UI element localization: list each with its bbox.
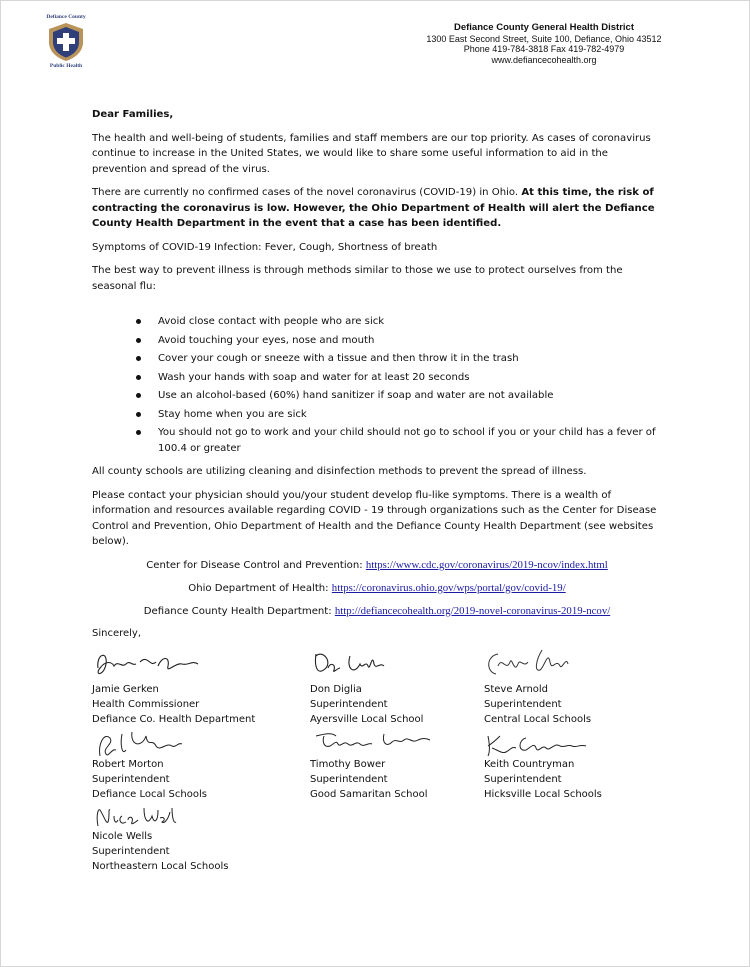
letterhead bbox=[384, 23, 704, 65]
signature-block-bower bbox=[310, 728, 428, 802]
letter-body bbox=[92, 107, 662, 627]
greeting: Dear Families, bbox=[92, 109, 174, 120]
paragraph-cleaning: All county schools are utilizing cleaning and disinfection methods to prevent the spread of illness. bbox=[92, 466, 587, 477]
symptoms-line: Symptoms of COVID-19 Infection: Fever, Cough, Shortness of breath bbox=[92, 241, 438, 253]
signatory-title: Health Commissioner bbox=[92, 699, 200, 710]
signatory-title: Superintendent bbox=[310, 699, 388, 710]
letterhead-address: 1300 East Second Street, Suite 100, Defiance, Ohio 43512 bbox=[426, 33, 662, 44]
signature-image bbox=[484, 646, 591, 682]
bullet-icon bbox=[136, 412, 141, 417]
status-bold: At this time, the risk of contracting the coronavirus is low. However, the Ohio Department of Health will alert the Defiance County Health Department in the event that a case has been identified. bbox=[92, 187, 655, 229]
signatory-org: Ayersville Local School bbox=[310, 714, 424, 725]
signature-image bbox=[310, 728, 428, 757]
signatory-title: Superintendent bbox=[484, 699, 562, 710]
bullet-icon bbox=[136, 393, 141, 398]
list-item-text: Cover your cough or sneeze with a tissue and then throw it in the trash bbox=[158, 353, 519, 364]
bullet-icon bbox=[136, 338, 141, 343]
signature-image bbox=[92, 728, 207, 757]
signatory-name: Robert Morton bbox=[92, 759, 164, 770]
signatory-title: Superintendent bbox=[484, 774, 562, 785]
signature-block-wells bbox=[92, 802, 229, 874]
signatory-org: Defiance Local Schools bbox=[92, 789, 207, 800]
bullet-icon bbox=[136, 356, 141, 361]
signatory-name: Timothy Bower bbox=[310, 759, 386, 770]
logo-top-text: Defiance County bbox=[46, 14, 86, 20]
logo-bottom-text: Public Health bbox=[49, 63, 83, 69]
signature-block-morton bbox=[92, 728, 207, 802]
letterhead-phone: Phone 419-784-3818 Fax 419-782-4979 bbox=[463, 44, 625, 54]
bullet-icon bbox=[136, 430, 141, 435]
signatory-org: Hicksville Local Schools bbox=[484, 789, 602, 800]
list-item bbox=[136, 425, 662, 456]
list-item-text: Avoid close contact with people who are sick bbox=[158, 316, 385, 327]
prevention-intro: The best way to prevent illness is through methods similar to those we use to protect ourselves from the seasonal flu: bbox=[92, 265, 623, 292]
signatory-name: Jamie Gerken bbox=[92, 684, 159, 695]
list-item bbox=[136, 333, 662, 349]
link-label: Defiance County Health Department: bbox=[143, 605, 335, 617]
list-item-text: Stay home when you are sick bbox=[158, 408, 307, 420]
sincerely: Sincerely, bbox=[92, 628, 142, 639]
signature-image bbox=[92, 802, 229, 829]
signatory-title: Superintendent bbox=[310, 774, 388, 785]
signatory-org: Central Local Schools bbox=[484, 714, 592, 725]
letterhead-website: www.defiancecohealth.org bbox=[491, 54, 597, 65]
signatory-org: Good Samaritan School bbox=[310, 789, 428, 800]
bullet-icon bbox=[136, 375, 141, 380]
list-item bbox=[136, 351, 662, 367]
list-item-text: You should not go to work and your child should not go to school if you or your child has a fever of 100.4 or greater bbox=[158, 427, 656, 454]
prevention-list bbox=[136, 314, 662, 456]
cdc-link[interactable]: https://www.cdc.gov/coronavirus/2019-ncov/index.html bbox=[365, 558, 608, 571]
paragraph-intro: The health and well-being of students, families and staff members are our top priority. As cases of coronavirus continue to increase in the United States, we would like to share some useful information to aid in the prevention and spread of the virus. bbox=[92, 132, 651, 175]
bullet-icon bbox=[136, 319, 141, 324]
link-line-odh bbox=[92, 581, 662, 596]
paragraph-contact: Please contact your physician should you/your student develop flu-like symptoms. There is a wealth of information and resources available regarding COVID - 19 through organizations such as the Center for Disease Control and Prevention, Ohio Department of Health and the Defiance County Health Department (see websites below). bbox=[92, 489, 657, 547]
signatory-name: Nicole Wells bbox=[92, 831, 153, 842]
shield-cross-icon bbox=[47, 22, 85, 62]
list-item-text: Avoid touching your eyes, nose and mouth bbox=[158, 334, 375, 346]
county-health-logo bbox=[38, 16, 94, 72]
signatory-name: Don Diglia bbox=[310, 684, 362, 695]
list-item bbox=[136, 407, 662, 423]
signature-image bbox=[484, 728, 602, 757]
signature-block-countryman bbox=[484, 728, 602, 802]
dchd-link[interactable]: http://defiancecohealth.org/2019-novel-coronavirus-2019-ncov/ bbox=[334, 604, 611, 617]
signature-block-gerken bbox=[92, 646, 255, 727]
link-label: Ohio Department of Health: bbox=[188, 582, 332, 594]
list-item-text: Use an alcohol-based (60%) hand sanitizer if soap and water are not available bbox=[158, 390, 554, 401]
status-plain: There are currently no confirmed cases of the novel coronavirus (COVID-19) in Ohio. bbox=[92, 187, 522, 198]
link-label: Center for Disease Control and Prevention: bbox=[146, 559, 366, 571]
signature-image bbox=[310, 646, 423, 682]
list-item bbox=[136, 370, 662, 386]
signature-image bbox=[92, 646, 255, 682]
signature-block-arnold bbox=[484, 646, 591, 727]
list-item bbox=[136, 388, 662, 404]
letterhead-org: Defiance County General Health District bbox=[453, 22, 635, 33]
list-item bbox=[136, 314, 662, 330]
signatory-name: Steve Arnold bbox=[484, 684, 549, 695]
paragraph-status bbox=[92, 185, 662, 232]
signatory-org: Defiance Co. Health Department bbox=[92, 714, 256, 725]
signature-block-diglia bbox=[310, 646, 423, 727]
signatory-org: Northeastern Local Schools bbox=[92, 861, 229, 872]
signatory-title: Superintendent bbox=[92, 846, 170, 857]
list-item-text: Wash your hands with soap and water for at least 20 seconds bbox=[158, 371, 470, 383]
signatory-name: Keith Countryman bbox=[484, 759, 575, 770]
link-line-cdc bbox=[92, 558, 662, 573]
signatory-title: Superintendent bbox=[92, 774, 170, 785]
odh-link[interactable]: https://coronavirus.ohio.gov/wps/portal/gov/covid-19/ bbox=[331, 581, 566, 594]
link-line-dchd bbox=[92, 604, 662, 619]
